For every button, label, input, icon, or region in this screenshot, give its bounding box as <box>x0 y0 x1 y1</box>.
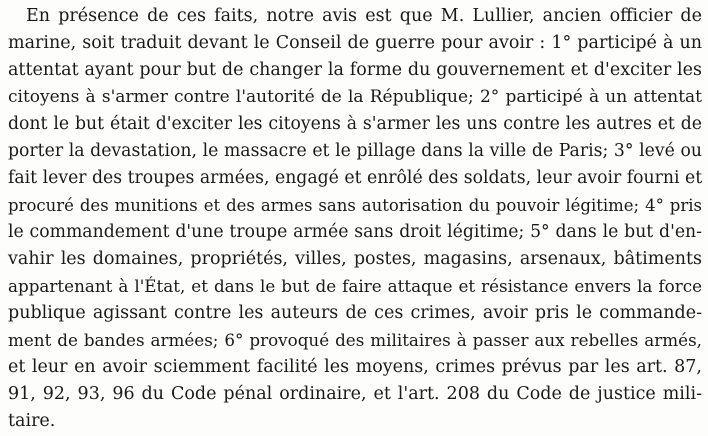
text-line-16: taire. <box>8 411 56 431</box>
text-line-13: ment de bandes armées; 6° provoqué des militaires à passer aux rebelles armés, <box>8 330 702 350</box>
text-line-8: procuré des munitions et des armes sans autorisation du pouvoir légitime; 4° pris <box>8 196 702 215</box>
text-line-5: dont le but était d'exciter les citoyens à s'armer les uns contre les autres et de <box>8 114 702 134</box>
text-line-15: 91, 92, 93, 96 du Code pénal ordinaire, et l'art. 208 du Code de justice mili- <box>8 384 702 404</box>
text-line-2: marine, soit traduit devant le Conseil de guerre pour avoir : 1° participé à un <box>8 33 702 53</box>
text-line-4: citoyens à s'armer contre l'autorité de la République; 2° participé à un attentat <box>8 87 702 107</box>
text-line-12: publique agissant contre les auteurs de ces crimes, avoir pris le commande- <box>8 303 702 323</box>
text-line-3: attentat ayant pour but de changer la forme du gouvernement et d'exciter les <box>8 60 702 80</box>
text-line-7: fait lever des troupes armées, engagé et enrôlé des soldats, leur avoir fourni et <box>8 168 703 188</box>
text-line-10: vahir les domaines, propriétés, villes, postes, magasins, arsenaux, bâtiments <box>8 249 702 269</box>
text-line-14: et leur en avoir sciemment facilité les moyens, crimes prévus par les art. 87, <box>8 357 702 377</box>
text-line-6: porter la devastation, le massacre et le pillage dans la ville de Paris; 3° levé ou <box>8 141 702 161</box>
text-line-1: En présence de ces faits, notre avis est que M. Lullier, ancien officier de <box>26 6 702 26</box>
text-line-11: appartenant à l'État, et dans le but de faire attaque et résistance envers la force <box>8 276 702 296</box>
text-line-9: le commandement d'une troupe armée sans droit légitime; 5° dans le but d'en- <box>8 222 702 242</box>
